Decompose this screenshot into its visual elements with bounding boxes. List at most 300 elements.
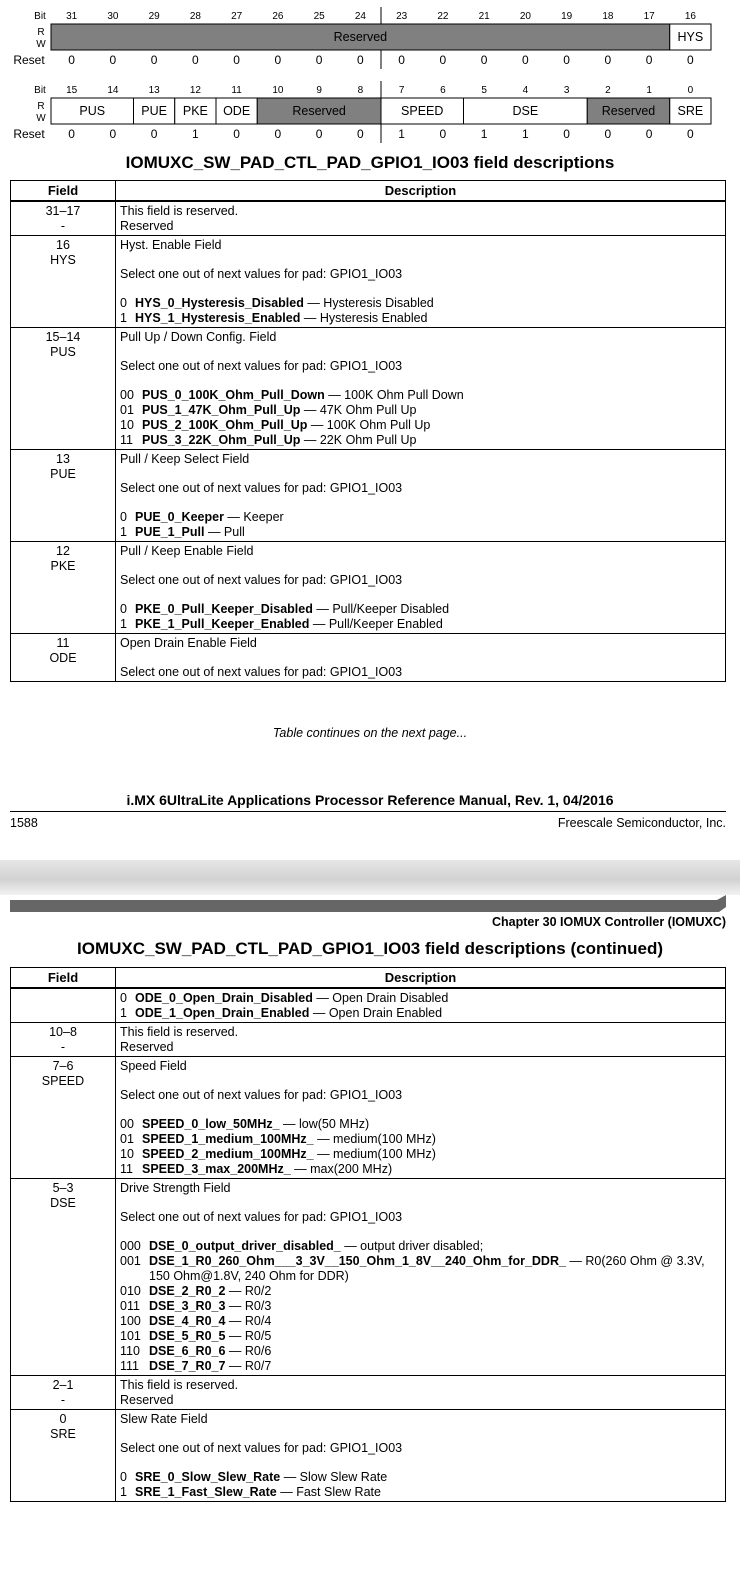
- bit-number: 2: [605, 85, 611, 96]
- description-title: Pull / Keep Enable Field: [120, 544, 254, 558]
- value-name: SPEED_0_low_50MHz_: [142, 1117, 280, 1131]
- header-bar: [10, 895, 726, 912]
- value-code: 000: [120, 1239, 141, 1253]
- description-cell: [116, 542, 726, 634]
- field-cell: [11, 450, 116, 542]
- register-field-label: Reserved: [333, 30, 388, 44]
- description-cell: [116, 450, 726, 542]
- field-bits: 12: [56, 544, 70, 558]
- field-descriptions-table-continued: [10, 967, 726, 1502]
- value-code: 110: [120, 1344, 140, 1358]
- value-code: 0: [120, 991, 127, 1005]
- value-entry: [120, 1239, 721, 1254]
- reset-value: 0: [357, 53, 364, 67]
- table-continues-note: Table continues on the next page...: [272, 726, 468, 740]
- register-field-label: Reserved: [292, 104, 346, 118]
- bit-number: 25: [313, 11, 325, 22]
- value-description: — R0/5: [225, 1329, 272, 1343]
- reset-value: 1: [192, 127, 199, 141]
- bit-number: 26: [272, 11, 284, 22]
- register-field-label: Reserved: [601, 104, 656, 118]
- value-name: DSE_7_R0_7: [149, 1359, 226, 1373]
- value-code: 0: [120, 510, 127, 524]
- table-row: [11, 328, 726, 450]
- value-text: [135, 1470, 387, 1485]
- description-cell: [116, 1376, 726, 1410]
- value-entry: [120, 1254, 721, 1284]
- field-bits: 11: [56, 636, 70, 650]
- field-cell: [11, 542, 116, 634]
- table-row: [11, 988, 726, 1023]
- register-field-label: PKE: [182, 104, 208, 118]
- reset-value: 0: [315, 127, 323, 141]
- description-cell: [116, 1023, 726, 1057]
- bit-label: Bit: [34, 11, 46, 22]
- description-title: Pull Up / Down Config. Field: [120, 330, 277, 344]
- reset-label: Reset: [13, 53, 45, 67]
- description-subtitle: Reserved: [120, 219, 174, 233]
- value-description: — 100K Ohm Pull Up: [307, 418, 431, 432]
- table-clip: [0, 180, 740, 718]
- reset-value: 0: [109, 127, 117, 141]
- table-row: [11, 1376, 726, 1410]
- bit-number: 16: [684, 11, 696, 22]
- reset-value: 0: [439, 53, 447, 67]
- select-instruction: Select one out of next values for pad: GPIO1_IO03: [120, 359, 403, 373]
- register-field-label: HYS: [677, 30, 704, 44]
- value-entry: [120, 602, 721, 617]
- reset-value: 0: [150, 53, 158, 67]
- value-name: ODE_1_Open_Drain_Enabled: [135, 1006, 310, 1020]
- value-name: HYS_1_Hysteresis_Enabled: [135, 311, 301, 325]
- value-text: [142, 433, 416, 448]
- value-description: — Hysteresis Enabled: [300, 311, 428, 325]
- value-entry: [120, 418, 721, 433]
- value-entry: [120, 1162, 721, 1177]
- value-name: SPEED_2_medium_100MHz_: [142, 1147, 314, 1161]
- value-description: — output driver disabled;: [340, 1239, 484, 1253]
- field-cell: [11, 328, 116, 450]
- col-field-header: Field: [11, 181, 116, 202]
- value-text: [135, 525, 245, 540]
- value-entry: [120, 1117, 721, 1132]
- bit-number: 14: [107, 85, 119, 96]
- bit-number: 12: [189, 85, 201, 96]
- bit-number: 7: [398, 85, 405, 96]
- value-code: 01: [120, 1132, 134, 1146]
- register-diagram: [0, 0, 740, 150]
- field-bits: 15–14: [45, 330, 81, 344]
- bit-label: Bit: [34, 85, 46, 96]
- value-description: — 100K Ohm Pull Down: [324, 388, 464, 402]
- field-name: PUS: [50, 345, 76, 359]
- description-title: This field is reserved.: [120, 1025, 239, 1039]
- reset-value: 1: [480, 127, 488, 141]
- register-field-label: DSE: [512, 104, 539, 118]
- value-name: SPEED_1_medium_100MHz_: [142, 1132, 314, 1146]
- description-title: Open Drain Enable Field: [120, 636, 257, 650]
- bit-number: 28: [189, 11, 201, 22]
- value-entry: [120, 433, 721, 448]
- field-bits: 5–3: [52, 1181, 74, 1195]
- bit-number: 30: [107, 11, 119, 22]
- value-text: [135, 510, 284, 525]
- value-name: PUS_0_100K_Ohm_Pull_Down: [142, 388, 325, 402]
- table-row: [11, 1023, 726, 1057]
- value-text: [142, 1117, 369, 1132]
- register-field-label: ODE: [223, 104, 251, 118]
- reset-value: 0: [357, 127, 364, 141]
- bit-number: 29: [148, 11, 160, 22]
- value-description: — Pull: [204, 525, 245, 539]
- value-code: 101: [120, 1329, 141, 1343]
- value-entry: [120, 1485, 721, 1500]
- reset-value: 0: [604, 53, 612, 67]
- value-code: 11: [120, 1162, 133, 1176]
- description-title: Speed Field: [120, 1059, 187, 1073]
- value-name: PUE_1_Pull: [135, 525, 205, 539]
- value-entry: [120, 617, 721, 632]
- value-name: ODE_0_Open_Drain_Disabled: [135, 991, 313, 1005]
- footer-manual-title: i.MX 6UltraLite Applications Processor Reference Manual, Rev. 1, 04/2016: [126, 792, 614, 808]
- value-text: [135, 617, 443, 632]
- value-code: 111: [120, 1359, 140, 1373]
- reset-value: 0: [150, 127, 158, 141]
- select-instruction: Select one out of next values for pad: GPIO1_IO03: [120, 1088, 403, 1102]
- value-description: — 47K Ohm Pull Up: [300, 403, 417, 417]
- field-name: ODE: [49, 651, 77, 665]
- bit-number: 18: [602, 11, 614, 22]
- footer-rule: [10, 811, 726, 812]
- field-name: -: [60, 1040, 66, 1054]
- reset-value: 0: [563, 127, 570, 141]
- bit-number: 10: [272, 85, 284, 96]
- value-text: [135, 311, 428, 326]
- value-name: HYS_0_Hysteresis_Disabled: [135, 296, 304, 310]
- table-row: [11, 201, 726, 236]
- value-text: [142, 388, 464, 403]
- reset-value: 1: [522, 127, 529, 141]
- value-text: [135, 1485, 381, 1500]
- reset-value: 0: [109, 53, 117, 67]
- value-description: — medium(100 MHz): [313, 1147, 436, 1161]
- field-descriptions-table: [10, 180, 726, 682]
- bit-number: 6: [440, 85, 446, 96]
- description-cell: [116, 236, 726, 328]
- select-instruction: Select one out of next values for pad: GPIO1_IO03: [120, 1210, 403, 1224]
- value-name: PUS_1_47K_Ohm_Pull_Up: [142, 403, 301, 417]
- description-subtitle: Reserved: [120, 1040, 174, 1054]
- value-description: — Slow Slew Rate: [280, 1470, 388, 1484]
- value-code: 1: [120, 1485, 127, 1499]
- field-name: DSE: [50, 1196, 76, 1210]
- reset-value: 0: [315, 53, 323, 67]
- value-name: PKE_0_Pull_Keeper_Disabled: [135, 602, 313, 616]
- field-cell: [11, 634, 116, 682]
- description-title: Drive Strength Field: [120, 1181, 231, 1195]
- chapter-header: Chapter 30 IOMUX Controller (IOMUXC): [491, 915, 726, 929]
- value-description: — medium(100 MHz): [313, 1132, 436, 1146]
- bit-number: 19: [561, 11, 573, 22]
- bit-number: 15: [66, 85, 78, 96]
- field-bits: 16: [56, 238, 70, 252]
- description-title: Slew Rate Field: [120, 1412, 208, 1426]
- field-cell: [11, 1179, 116, 1376]
- company-name: Freescale Semiconductor, Inc.: [557, 816, 726, 830]
- bit-number: 17: [643, 11, 655, 22]
- field-bits: 7–6: [52, 1059, 74, 1073]
- bit-number: 11: [231, 85, 242, 96]
- value-text: [142, 1162, 392, 1177]
- bit-number: 3: [563, 85, 570, 96]
- value-entry: [120, 1359, 721, 1374]
- field-bits: 31–17: [45, 204, 81, 218]
- value-code: 00: [120, 1117, 134, 1131]
- value-entry: [120, 510, 721, 525]
- description-title: Hyst. Enable Field: [120, 238, 222, 252]
- table-row: [11, 236, 726, 328]
- value-code: 011: [120, 1299, 140, 1313]
- field-cell: [11, 201, 116, 236]
- description-title: This field is reserved.: [120, 204, 239, 218]
- value-description: — low(50 MHz): [279, 1117, 370, 1131]
- value-name: SRE_0_Slow_Slew_Rate: [135, 1470, 281, 1484]
- reset-label: Reset: [13, 127, 45, 141]
- register-field-label: SPEED: [401, 104, 444, 118]
- description-cell: [116, 201, 726, 236]
- reset-value: 0: [480, 53, 488, 67]
- bit-number: 13: [148, 85, 160, 96]
- value-code: 10: [120, 1147, 134, 1161]
- w-label: W: [36, 113, 46, 124]
- value-code: 100: [120, 1314, 141, 1328]
- field-cell: [11, 1023, 116, 1057]
- bit-number: 20: [519, 11, 531, 22]
- value-code: 10: [120, 418, 134, 432]
- reset-value: 1: [398, 127, 405, 141]
- value-description: — Keeper: [223, 510, 284, 524]
- table-row: [11, 1057, 726, 1179]
- field-name: SRE: [50, 1427, 76, 1441]
- value-entry: [120, 1006, 721, 1021]
- value-entry: [120, 1284, 721, 1299]
- value-text: [135, 296, 434, 311]
- value-description: — 22K Ohm Pull Up: [300, 433, 417, 447]
- select-instruction: Select one out of next values for pad: GPIO1_IO03: [120, 665, 403, 679]
- value-entry: [120, 991, 721, 1006]
- value-name: DSE_4_R0_4: [149, 1314, 226, 1328]
- description-cell: [116, 1057, 726, 1179]
- value-code: 00: [120, 388, 134, 402]
- reset-value: 0: [274, 53, 282, 67]
- value-description: — R0/6: [225, 1344, 272, 1358]
- bit-number: 4: [522, 85, 529, 96]
- field-name: -: [60, 1393, 66, 1407]
- reset-value: 0: [398, 53, 405, 67]
- value-text: [149, 1314, 271, 1329]
- page-gap: [0, 860, 740, 895]
- value-text: [142, 403, 416, 418]
- field-bits: 0: [59, 1412, 67, 1426]
- value-entry: [120, 296, 721, 311]
- table-row: [11, 1410, 726, 1502]
- bit-number: 9: [316, 85, 322, 96]
- col-field-header: Field: [11, 968, 116, 989]
- bit-number: 22: [437, 11, 449, 22]
- description-cell: [116, 1410, 726, 1502]
- bit-number: 0: [687, 85, 694, 96]
- value-entry: [120, 1470, 721, 1485]
- table-row: [11, 1179, 726, 1376]
- value-entry: [120, 388, 721, 403]
- bit-number: 8: [357, 85, 364, 96]
- field-name: SPEED: [41, 1074, 85, 1088]
- value-entry: [120, 1132, 721, 1147]
- value-description: — max(200 MHz): [290, 1162, 393, 1176]
- r-label: R: [37, 101, 45, 112]
- bit-number: 31: [66, 11, 78, 22]
- field-name: PKE: [50, 559, 76, 573]
- value-name: DSE_1_R0_260_Ohm___3_3V__150_Ohm_1_8V__240_Ohm_for_DDR_: [149, 1254, 566, 1268]
- reset-value: 0: [687, 53, 694, 67]
- value-code: 01: [120, 403, 134, 417]
- table-title-continued: IOMUXC_SW_PAD_CTL_PAD_GPIO1_IO03 field descriptions (continued): [77, 939, 663, 958]
- value-description: — R0(260 Ohm @ 3.3V, 150 Ohm@1.8V, 240 Ohm for DDR): [149, 1254, 705, 1283]
- value-code: 1: [120, 525, 127, 539]
- field-name: PUE: [50, 467, 76, 481]
- w-label: W: [36, 39, 46, 50]
- bit-number: 23: [396, 11, 408, 22]
- value-code: 0: [120, 296, 127, 310]
- table-title: IOMUXC_SW_PAD_CTL_PAD_GPIO1_IO03 field descriptions: [125, 153, 615, 172]
- value-name: PUE_0_Keeper: [135, 510, 224, 524]
- value-description: — Pull/Keeper Disabled: [312, 602, 450, 616]
- value-name: PUS_2_100K_Ohm_Pull_Up: [142, 418, 308, 432]
- value-name: DSE_3_R0_3: [149, 1299, 226, 1313]
- field-cell: [11, 1376, 116, 1410]
- value-code: 0: [120, 602, 127, 616]
- value-text: [142, 1147, 436, 1162]
- field-cell: [11, 1057, 116, 1179]
- reset-value: 0: [563, 53, 570, 67]
- value-description: — R0/3: [225, 1299, 272, 1313]
- value-description: — Open Drain Disabled: [312, 991, 449, 1005]
- value-entry: [120, 403, 721, 418]
- reset-value: 0: [68, 127, 75, 141]
- register-field-label: PUS: [79, 104, 106, 118]
- reset-value: 0: [274, 127, 282, 141]
- value-code: 1: [120, 311, 127, 325]
- reset-value: 0: [233, 53, 240, 67]
- table-row: [11, 450, 726, 542]
- value-code: 001: [120, 1254, 141, 1268]
- field-bits: 13: [56, 452, 70, 466]
- value-code: 1: [120, 1006, 127, 1020]
- value-name: DSE_2_R0_2: [149, 1284, 226, 1298]
- description-cell: [116, 634, 726, 682]
- value-text: [149, 1254, 721, 1284]
- value-code: 1: [120, 617, 127, 631]
- value-text: [135, 991, 448, 1006]
- value-text: [149, 1344, 271, 1359]
- value-entry: [120, 1314, 721, 1329]
- reset-value: 0: [604, 127, 612, 141]
- value-text: [149, 1239, 483, 1254]
- description-cell: [116, 1179, 726, 1376]
- field-cell: [11, 236, 116, 328]
- page-number: 1588: [10, 816, 38, 830]
- value-name: DSE_6_R0_6: [149, 1344, 226, 1358]
- reset-value: 0: [68, 53, 75, 67]
- field-name: HYS: [50, 253, 76, 267]
- field-bits: 2–1: [52, 1378, 74, 1392]
- col-description-header: Description: [116, 181, 726, 202]
- value-text: [149, 1359, 271, 1374]
- table-row: [11, 634, 726, 682]
- value-name: SRE_1_Fast_Slew_Rate: [135, 1485, 277, 1499]
- value-description: — R0/7: [225, 1359, 272, 1373]
- value-entry: [120, 1299, 721, 1314]
- field-cell: [11, 1410, 116, 1502]
- bit-number: 24: [354, 11, 366, 22]
- value-description: — R0/4: [225, 1314, 272, 1328]
- register-field-label: PUE: [141, 104, 167, 118]
- value-text: [135, 1006, 442, 1021]
- bit-number: 5: [481, 85, 487, 96]
- description-subtitle: Reserved: [120, 1393, 174, 1407]
- table-row: [11, 542, 726, 634]
- value-name: DSE_0_output_driver_disabled_: [149, 1239, 341, 1253]
- register-field-label: SRE: [677, 104, 704, 118]
- select-instruction: Select one out of next values for pad: GPIO1_IO03: [120, 1441, 403, 1455]
- value-entry: [120, 1344, 721, 1359]
- value-description: — Fast Slew Rate: [276, 1485, 381, 1499]
- value-text: [142, 1132, 436, 1147]
- value-description: — Hysteresis Disabled: [303, 296, 434, 310]
- page-chapter-30: [0, 895, 740, 1596]
- bit-number: 21: [478, 11, 490, 22]
- value-description: — Open Drain Enabled: [309, 1006, 443, 1020]
- field-bits: 10–8: [49, 1025, 77, 1039]
- bit-number: 27: [231, 11, 243, 22]
- value-description: — R0/2: [225, 1284, 272, 1298]
- value-code: 0: [120, 1470, 127, 1484]
- reset-value: 0: [192, 53, 199, 67]
- bit-number: 1: [646, 85, 652, 96]
- reset-value: 0: [645, 53, 653, 67]
- description-cell: [116, 328, 726, 450]
- description-cell: [116, 988, 726, 1023]
- value-code: 11: [120, 433, 133, 447]
- value-entry: [120, 1329, 721, 1344]
- value-text: [135, 602, 449, 617]
- col-description-header: Description: [116, 968, 726, 989]
- value-name: DSE_5_R0_5: [149, 1329, 226, 1343]
- select-instruction: Select one out of next values for pad: GPIO1_IO03: [120, 267, 403, 281]
- reset-value: 0: [645, 127, 653, 141]
- value-code: 010: [120, 1284, 141, 1298]
- reset-value: 0: [233, 127, 240, 141]
- value-text: [149, 1284, 271, 1299]
- value-entry: [120, 525, 721, 540]
- value-text: [149, 1299, 271, 1314]
- reset-value: 0: [439, 127, 447, 141]
- value-entry: [120, 311, 721, 326]
- value-name: PUS_3_22K_Ohm_Pull_Up: [142, 433, 301, 447]
- reset-value: 0: [522, 53, 529, 67]
- field-name: -: [60, 219, 66, 233]
- description-title: This field is reserved.: [120, 1378, 239, 1392]
